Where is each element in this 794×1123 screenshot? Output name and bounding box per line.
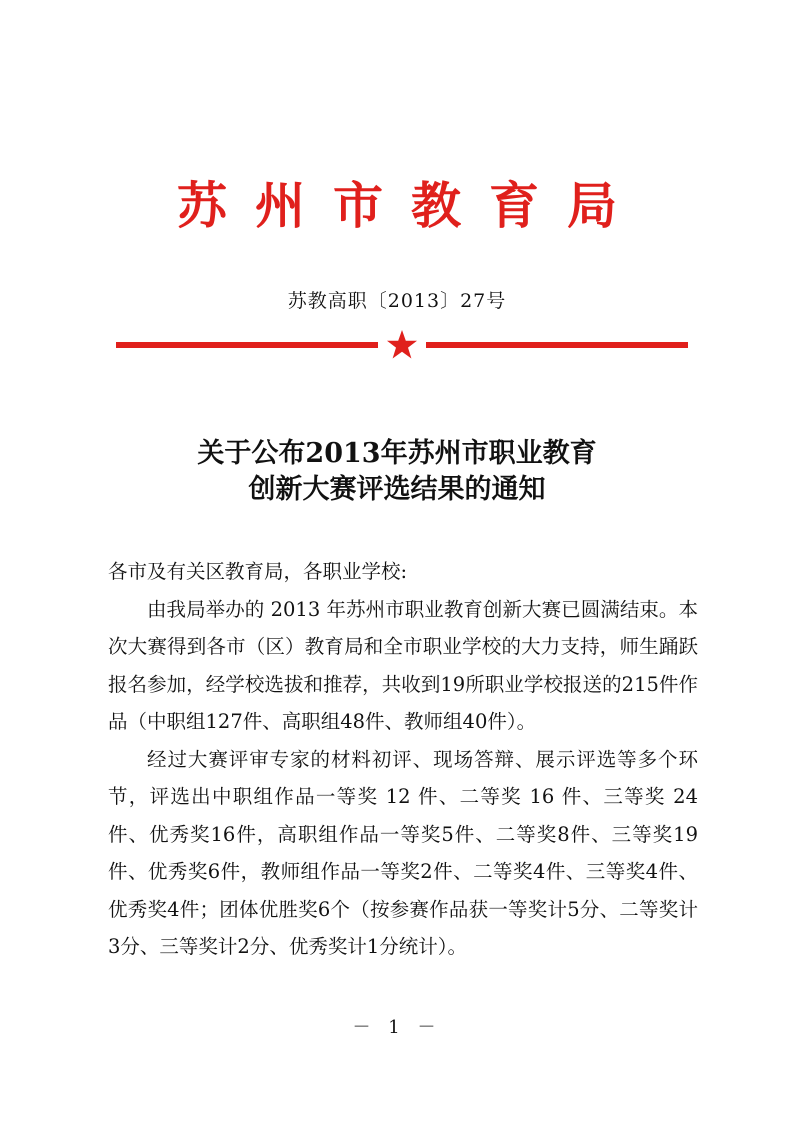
salutation: 各市及有关区教育局，各职业学校: [108, 560, 408, 583]
body-paragraph-2: 经过大赛评审专家的材料初评、现场答辩、展示评选等多个环节，评选出中职组作品一等奖 12 件、二等奖 16 件、三等奖 24 件、优秀奖16件，高职组作品一等奖5件、二等奖8件、三等奖19件、优秀奖6件，教师组作品一等奖2件、二等奖4件、三等奖4件、优秀奖4件；团体优胜奖6个（按参赛作品获一等奖计5分、二等奖计3分、三等奖计2分、优秀奖计1分统计）。 [108, 747, 698, 958]
notice-title-line-1: 关于公布2013年苏州市职业教育 [197, 438, 597, 469]
issuing-authority-title: 苏州市教育局 [177, 176, 645, 235]
body-paragraph-1: 由我局举办的 2013 年苏州市职业教育创新大赛已圆满结束。本次大赛得到各市（区）教育局和全市职业学校的大力支持，师生踊跃报名参加，经学校选拔和推荐，共收到19所职业学校报送的215件作品（中职组127件、高职组48件、教师组40件）。 [108, 597, 698, 733]
star-icon [386, 329, 418, 361]
notice-body [108, 553, 698, 966]
document-number: 苏教高职〔2013〕27号 [287, 290, 507, 312]
red-divider [112, 329, 692, 365]
divider-rule-right [426, 342, 688, 348]
notice-title [0, 436, 794, 508]
notice-title-line-2: 创新大赛评选结果的通知 [248, 474, 546, 505]
page-number: － 1 － [352, 1017, 442, 1038]
divider-rule-left [116, 342, 378, 348]
